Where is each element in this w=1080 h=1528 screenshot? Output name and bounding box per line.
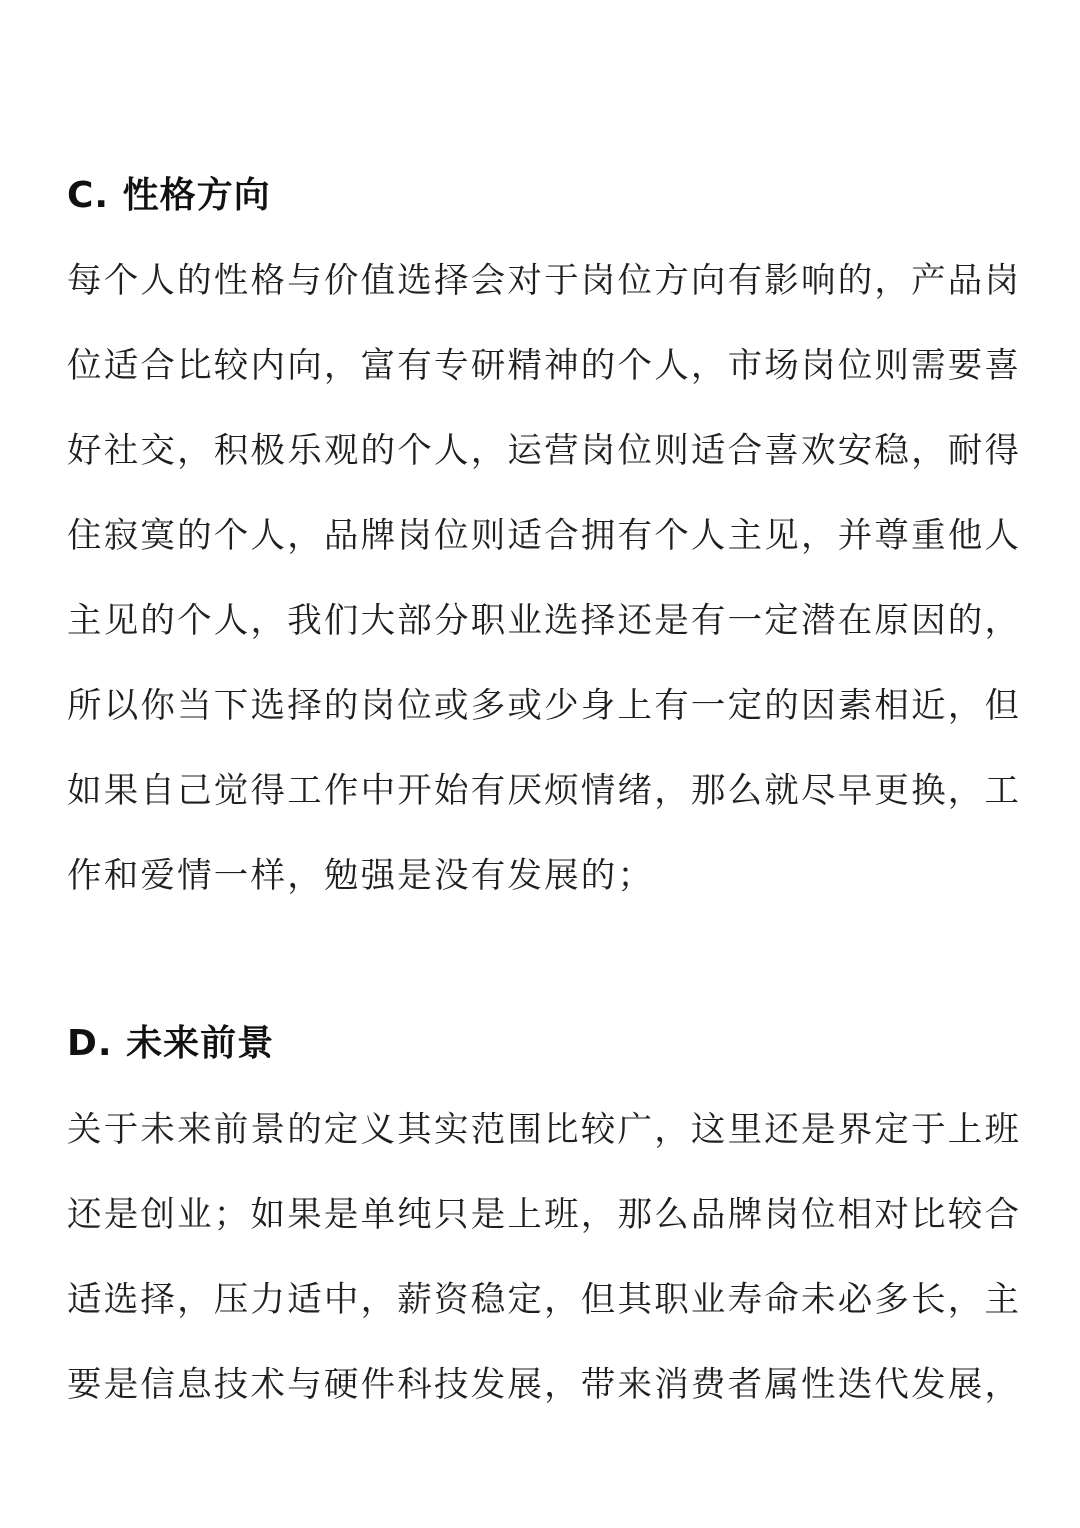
paragraph-line: 作和爱情一样，勉强是没有发展的； <box>67 856 655 896</box>
paragraph-line: 好社交，积极乐观的个人，运营岗位则适合喜欢安稳，耐得 <box>67 431 1022 471</box>
paragraph-line: 还是创业；如果是单纯只是上班，那么品牌岗位相对比较合 <box>67 1195 1022 1235</box>
section-heading-personality: C. 性格方向 <box>67 175 271 216</box>
paragraph-line: 每个人的性格与价值选择会对于岗位方向有影响的，产品岗 <box>67 261 1022 301</box>
paragraph-line: 关于未来前景的定义其实范围比较广，这里还是界定于上班 <box>67 1110 1022 1150</box>
paragraph-line: 要是信息技术与硬件科技发展，带来消费者属性迭代发展， <box>67 1365 1022 1405</box>
paragraph-line: 主见的个人，我们大部分职业选择还是有一定潜在原因的， <box>67 601 1022 641</box>
section-heading-future: D. 未来前景 <box>67 1023 275 1064</box>
paragraph-line: 所以你当下选择的岗位或多或少身上有一定的因素相近，但 <box>67 686 1022 726</box>
paragraph-line: 位适合比较内向，富有专研精神的个人，市场岗位则需要喜 <box>67 346 1022 386</box>
paragraph-line: 如果自己觉得工作中开始有厌烦情绪，那么就尽早更换，工 <box>67 771 1022 811</box>
paragraph-line: 住寂寞的个人，品牌岗位则适合拥有个人主见，并尊重他人 <box>67 516 1022 556</box>
paragraph-line: 适选择，压力适中，薪资稳定，但其职业寿命未必多长，主 <box>67 1280 1022 1320</box>
